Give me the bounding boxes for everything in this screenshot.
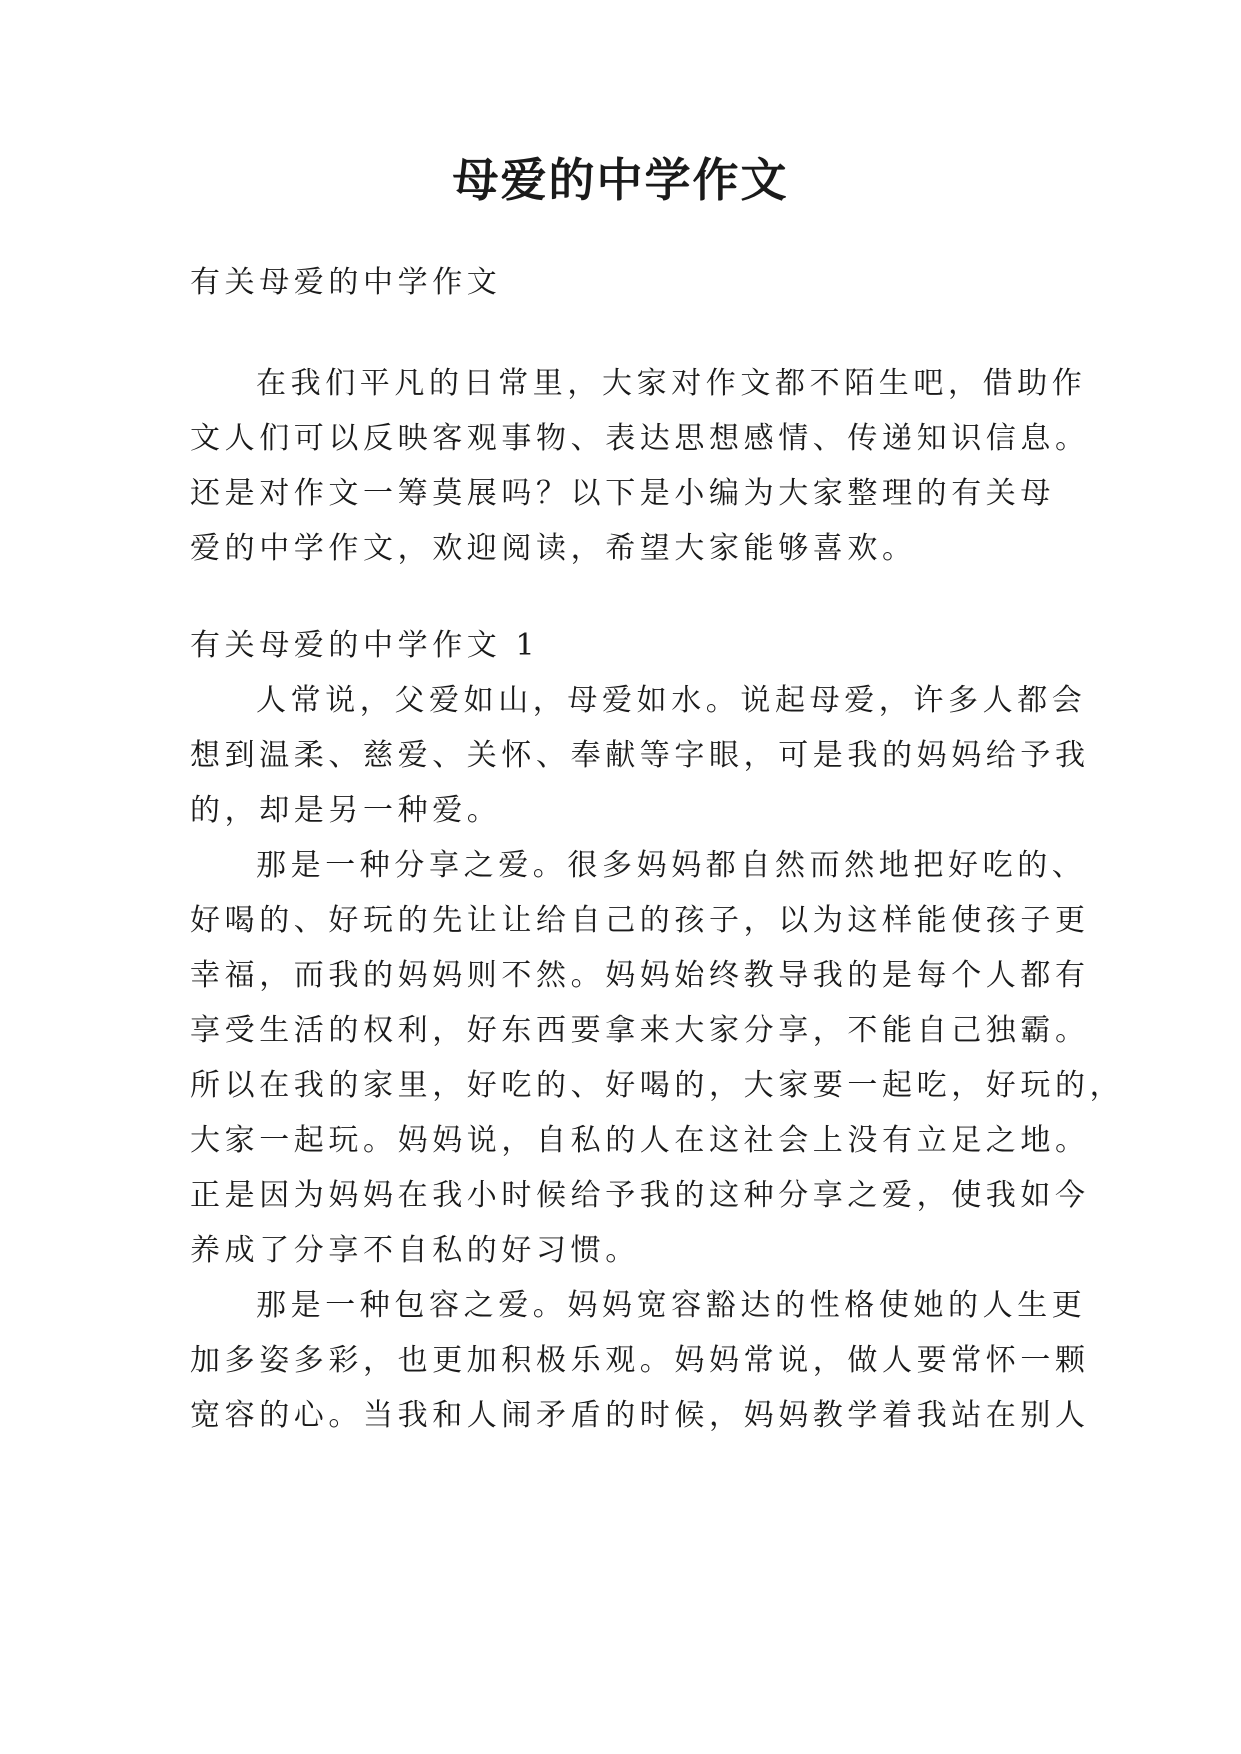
intro-line: 在我们平凡的日常里，大家对作文都不陌生吧，借助作 [256,366,1087,401]
document-subtitle: 有关母爱的中学作文 [190,265,502,300]
paragraph-line: 大家一起玩。妈妈说，自私的人在这社会上没有立足之地。 [190,1123,1090,1158]
intro-line: 文人们可以反映客观事物、表达思想感情、传递知识信息。 [190,421,1090,456]
paragraph-line: 的，却是另一种爱。 [190,793,502,828]
paragraph-line: 那是一种包容之爱。妈妈宽容豁达的性格使她的人生更 [256,1288,1087,1323]
document-title: 母爱的中学作文 [452,153,789,207]
intro-line: 还是对作文一筹莫展吗？以下是小编为大家整理的有关母 [190,476,1055,511]
paragraph-line: 所以在我的家里，好吃的、好喝的，大家要一起吃，好玩的， [190,1068,1125,1103]
paragraph-line: 想到温柔、慈爱、关怀、奉献等字眼，可是我的妈妈给予我 [190,738,1090,773]
section-heading: 有关母爱的中学作文 1 [190,628,540,663]
paragraph-line: 人常说，父爱如山，母爱如水。说起母爱，许多人都会 [256,683,1087,718]
paragraph-line: 好喝的、好玩的先让让给自己的孩子，以为这样能使孩子更 [190,903,1090,938]
paragraph-line: 养成了分享不自私的好习惯。 [190,1233,640,1268]
paragraph-line: 加多姿多彩，也更加积极乐观。妈妈常说，做人要常怀一颗 [190,1343,1090,1378]
intro-line: 爱的中学作文，欢迎阅读，希望大家能够喜欢。 [190,531,917,566]
paragraph-line: 那是一种分享之爱。很多妈妈都自然而然地把好吃的、 [256,848,1087,883]
paragraph-line: 正是因为妈妈在我小时候给予我的这种分享之爱，使我如今 [190,1178,1090,1213]
paragraph-line: 宽容的心。当我和人闹矛盾的时候，妈妈教学着我站在别人 [190,1398,1090,1433]
paragraph-line: 享受生活的权利，好东西要拿来大家分享，不能自己独霸。 [190,1013,1090,1048]
paragraph-line: 幸福，而我的妈妈则不然。妈妈始终教导我的是每个人都有 [190,958,1090,993]
